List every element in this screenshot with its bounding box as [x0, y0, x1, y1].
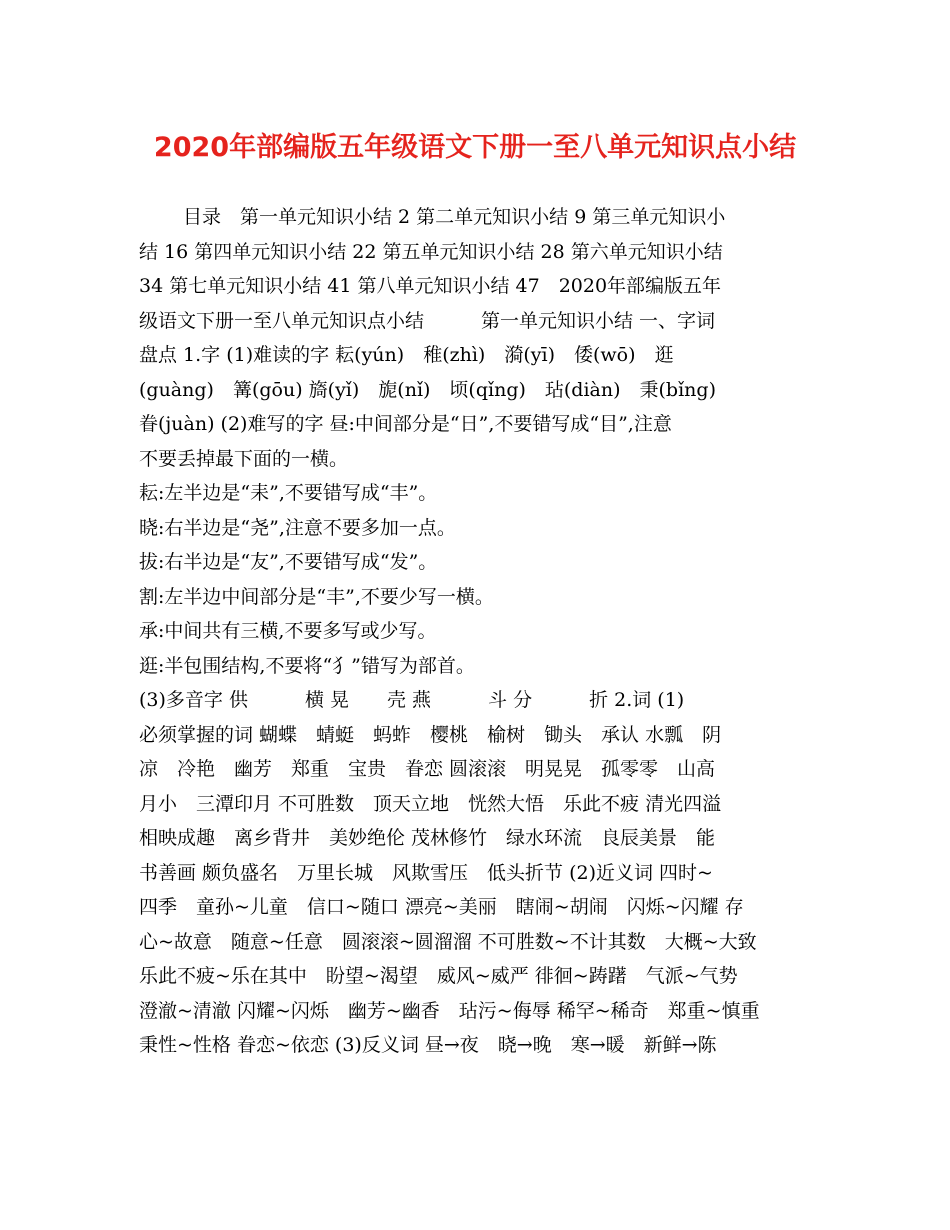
text-line: 不要丢掉最下面的一横。: [139, 447, 349, 470]
text-line: 承:中间共有三横,不要多写或少写。: [139, 620, 437, 642]
text-line: 割:左半边中间部分是“丰”,不要少写一横。: [139, 585, 494, 608]
text-line: 目录 第一单元知识小结 2 第二单元知识小结 9 第三单元知识小: [183, 206, 726, 228]
text-line: 澄澈~清澈 闪耀~闪烁 幽芳~幽香 玷污~侮辱 稀罕~稀奇 郑重~慎重: [139, 999, 760, 1022]
document-title: 2020年部编版五年级语文下册一至八单元知识点小结: [153, 132, 797, 163]
text-line: 眷(juàn) (2)难写的字 昼:中间部分是“日”,不要错写成“目”,注意: [139, 413, 672, 435]
document-body: [139, 200, 819, 1063]
text-line: 心~故意 随意~任意 圆滚滚~圆溜溜 不可胜数~不计其数 大概~大致: [139, 930, 757, 953]
text-line: (3)多音字 供 横 晃 壳 燕 斗 分 折 2.词 (1): [139, 689, 685, 711]
text-line: 结 16 第四单元知识小结 22 第五单元知识小结 28 第六单元知识小结: [139, 240, 723, 263]
text-line: 秉性~性格 眷恋~依恋 (3)反义词 昼→夜 晓→晚 寒→暖 新鲜→陈: [139, 1034, 717, 1056]
text-line: 盘点 1.字 (1)难读的字 耘(yún) 稚(zhì) 漪(yī) 倭(wō) 逛: [139, 344, 674, 366]
text-line: 晓:右半边是“尧”,注意不要多加一点。: [139, 516, 456, 539]
text-line: 相映成趣 离乡背井 美妙绝伦 茂林修竹 绿水环流 良辰美景 能: [139, 827, 716, 849]
text-line: 凉 冷艳 幽芳 郑重 宝贵 眷恋 圆滚滚 明晃晃 孤零零 山高: [139, 758, 716, 780]
text-line: 乐此不疲~乐在其中 盼望~渴望 威风~威严 徘徊~踌躇 气派~气势: [139, 965, 738, 987]
text-line: 四季 童孙~儿童 信口~随口 漂亮~美丽 瞎闹~胡闹 闪烁~闪耀 存: [139, 896, 744, 918]
text-line: 逛:半包围结构,不要将“犭”错写为部首。: [139, 654, 475, 677]
text-line: 书善画 颇负盛名 万里长城 风欺雪压 低头折节 (2)近义词 四时~: [139, 861, 713, 884]
text-line: 必须掌握的词 蝴蝶 蜻蜓 蚂蚱 樱桃 榆树 锄头 承认 水瓢 阴: [139, 723, 722, 746]
text-line: 级语文下册一至八单元知识点小结 第一单元知识小结 一、字词: [139, 309, 716, 332]
text-line: (guàng) 篝(gōu) 旖(yǐ) 旎(nǐ) 顷(qǐng) 玷(diàn) 秉(bǐng): [139, 378, 716, 401]
text-line: 34 第七单元知识小结 41 第八单元知识小结 47 2020年部编版五年: [139, 275, 722, 297]
text-line: 拔:右半边是“友”,不要错写成“发”。: [139, 551, 438, 573]
text-line: 耘:左半边是“耒”,不要错写成“丰”。: [139, 482, 438, 504]
text-line: 月小 三潭印月 不可胜数 顶天立地 恍然大悟 乐此不疲 清光四溢: [139, 792, 722, 815]
